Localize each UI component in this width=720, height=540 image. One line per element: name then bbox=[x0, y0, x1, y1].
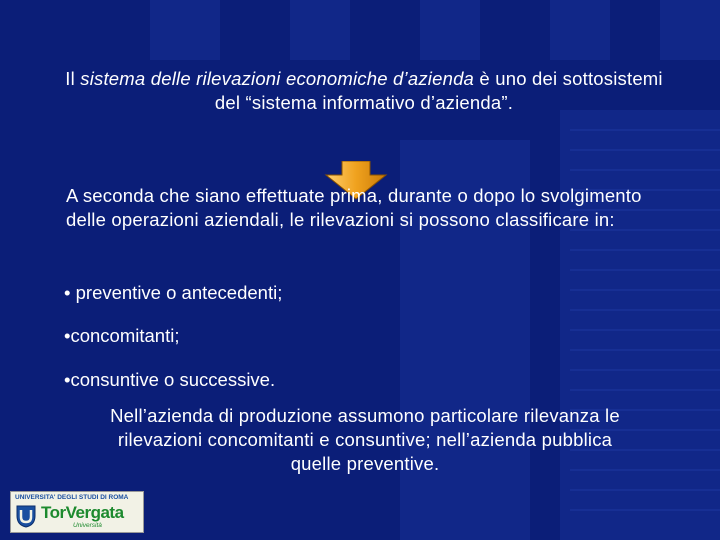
bullet-concomitant: •concomitanti; bbox=[64, 325, 180, 346]
logo-subtitle: Università bbox=[73, 522, 102, 529]
intro-rest: è uno dei sottosistemi del “sistema informativo d’azienda”. bbox=[214, 68, 663, 113]
intro-paragraph bbox=[64, 67, 664, 115]
intro-emphasis: sistema delle rilevazioni economiche d’azienda bbox=[80, 68, 475, 89]
bullet-consuntive: •consuntive o successive. bbox=[64, 369, 276, 390]
logo-wordmark: TorVergata bbox=[41, 503, 124, 522]
closing-paragraph: Nell’azienda di produzione assumono particolare rilevanza le rilevazioni concomitanti e consuntive; nell’azienda pubblica quelle preventive. bbox=[110, 405, 620, 474]
logo-top-line: UNIVERSITA' DEGLI STUDI DI ROMA bbox=[15, 494, 129, 501]
crest-icon bbox=[15, 504, 37, 528]
classification-paragraph: A seconda che siano effettuate prima, durante o dopo lo svolgimento delle operazioni aziendali, le rilevazioni si possono classificare in: bbox=[66, 185, 642, 230]
bullet-preventive: • preventive o antecedenti; bbox=[64, 282, 283, 303]
intro-lead: Il bbox=[65, 68, 81, 89]
university-logo bbox=[10, 491, 144, 533]
